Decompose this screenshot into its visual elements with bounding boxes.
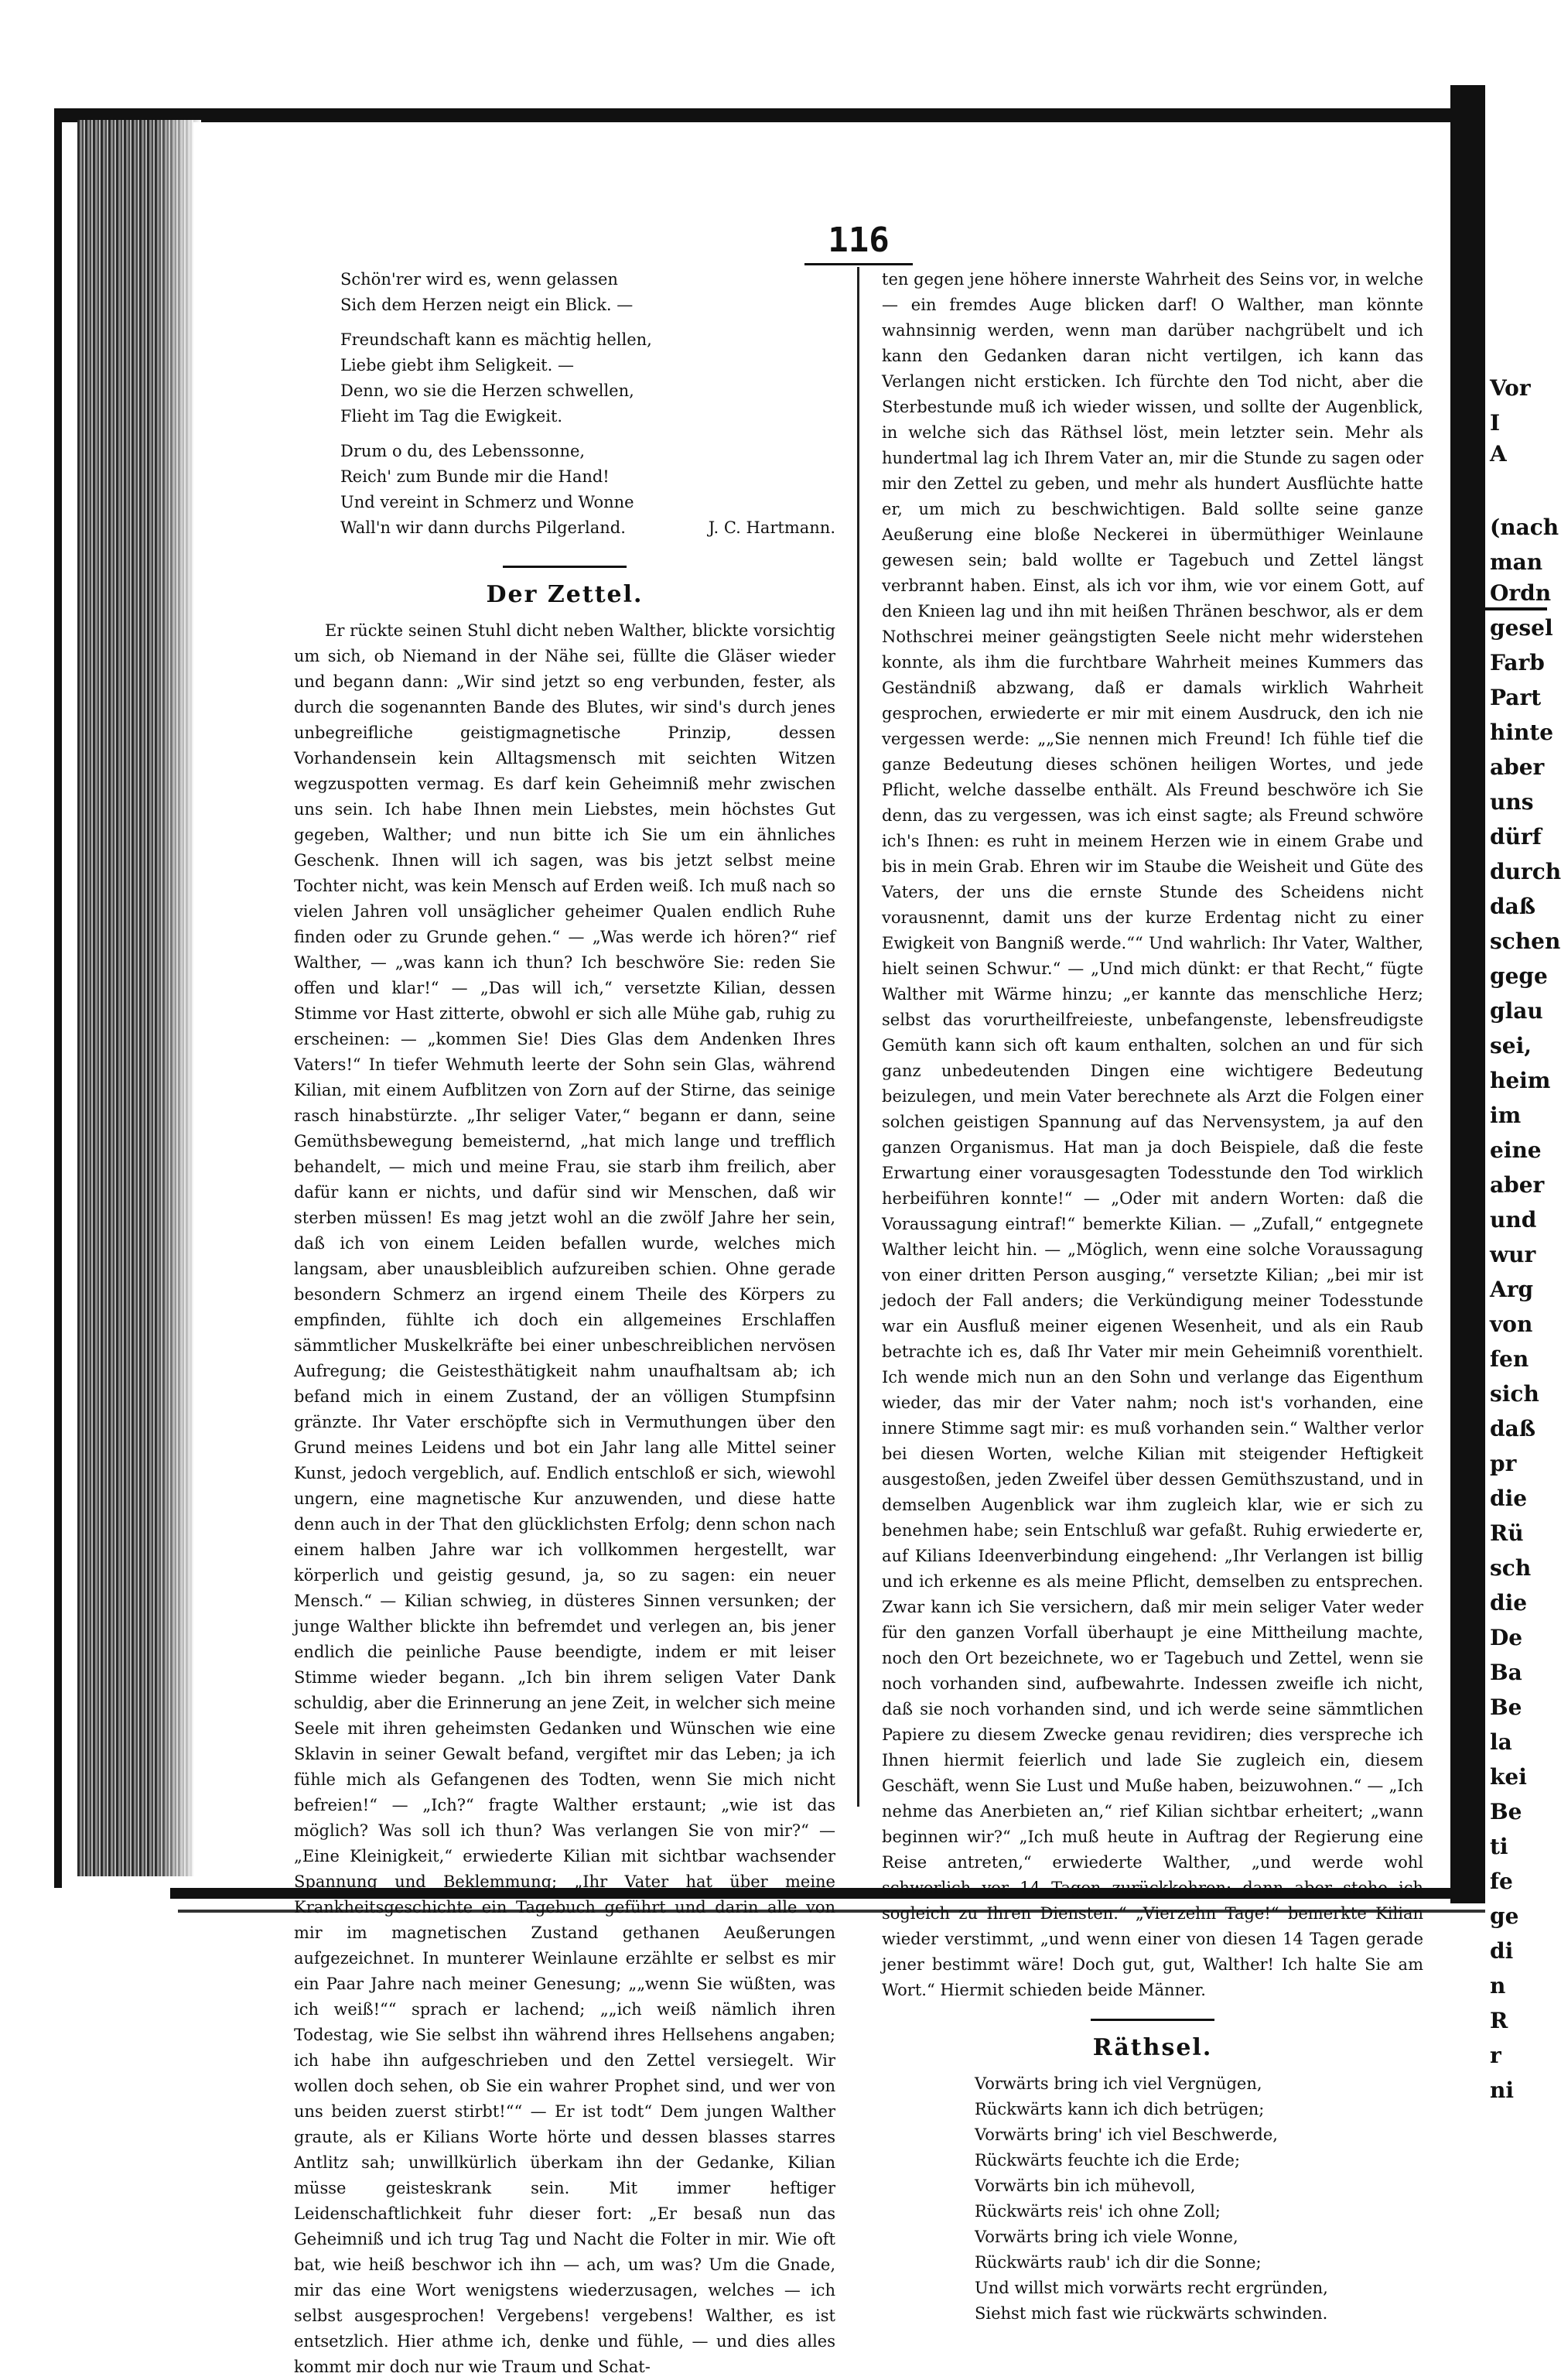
riddle-line: Rückwärts feuchte ich die Erde; [975, 2151, 1241, 2170]
next-page-fragment: im [1490, 1103, 1522, 1128]
next-page-fragment: schen [1490, 928, 1561, 954]
next-page-fragment: wur [1490, 1242, 1536, 1267]
next-page-fragment: pr [1490, 1451, 1517, 1476]
poem-author: J. C. Hartmann. [708, 518, 835, 537]
poem-line: Flieht im Tag die Ewigkeit. [340, 407, 563, 426]
next-page-fragment: man [1490, 549, 1543, 575]
next-page-fragment: hinte [1490, 720, 1554, 745]
next-page-fragment: daß [1490, 894, 1535, 919]
next-page-fragment: gesel [1490, 615, 1553, 641]
next-page-fragment: gege [1490, 963, 1548, 989]
next-page-fragment: sch [1490, 1555, 1532, 1581]
right-column [882, 267, 1423, 2327]
next-page-fragment: aber [1490, 754, 1545, 780]
poem-stanza-3 [340, 439, 835, 541]
next-page-fragment: eine [1490, 1137, 1542, 1163]
next-page-fragment: Be [1490, 1694, 1522, 1720]
riddle-title: Räthsel. [1092, 2034, 1213, 2061]
next-page-fragment: Part [1490, 685, 1542, 710]
scan-shadow-left [54, 108, 62, 1888]
next-page-fragment: die [1490, 1486, 1528, 1511]
next-page-fragment: ni [1490, 2077, 1514, 2103]
riddle-line: Und willst mich vorwärts recht ergründen, [975, 2279, 1328, 2297]
next-page-fragment: Vor [1490, 375, 1531, 401]
poem-line: Drum o du, des Lebenssonne, [340, 442, 586, 460]
next-page-fragment: la [1490, 1729, 1512, 1755]
left-column [294, 267, 835, 2380]
next-page-fragment: uns [1490, 789, 1534, 815]
poem-line: Reich' zum Bunde mir die Hand! [340, 467, 610, 486]
next-page-fragment: daß [1490, 1416, 1535, 1441]
next-page-fragment: A [1490, 441, 1507, 467]
poem-stanza-1 [340, 267, 835, 318]
next-page-fragment: aber [1490, 1172, 1545, 1198]
next-page-fragment: n [1490, 1973, 1506, 1999]
next-page-fragment: Farb [1490, 650, 1545, 675]
poem [340, 267, 835, 541]
next-page-fragment: fe [1490, 1869, 1513, 1894]
next-page-fragment: Ordn [1490, 580, 1552, 606]
next-page-fragment: kei [1490, 1764, 1527, 1790]
next-page-fragment: ti [1490, 1834, 1508, 1859]
next-page-fragment: R [1490, 2008, 1508, 2033]
book-gutter-fade [155, 120, 201, 1876]
poem-line: Schön'rer wird es, wenn gelassen [340, 270, 618, 289]
poem-line: Freundschaft kann es mächtig hellen, [340, 330, 652, 349]
section-rule [1091, 2019, 1214, 2021]
next-page-fragment: Be [1490, 1799, 1522, 1824]
next-page-fragment: glau [1490, 998, 1543, 1024]
next-page-fragment: die [1490, 1590, 1528, 1616]
next-page-fragment: I [1490, 410, 1501, 436]
next-page-fragment: di [1490, 1938, 1514, 1964]
next-page-fragment: Arg [1490, 1277, 1534, 1302]
page-number-rule [804, 263, 913, 265]
next-page-fragment: heim [1490, 1068, 1551, 1093]
next-page-fragment: dürf [1490, 824, 1542, 850]
riddle-line: Vorwärts bring ich viele Wonne, [975, 2228, 1238, 2246]
page-number: 116 [828, 221, 890, 260]
poem-line: Und vereint in Schmerz und Wonne [340, 493, 634, 511]
story-title: Der Zettel. [486, 581, 644, 608]
next-page-fragment: sei, [1490, 1033, 1532, 1058]
riddle-line: Rückwärts kann ich dich betrügen; [975, 2100, 1265, 2118]
poem-line: Liebe giebt ihm Seligkeit. — [340, 356, 574, 374]
next-page-fragment: sich [1490, 1381, 1539, 1407]
next-page-fragment: Ba [1490, 1660, 1522, 1685]
next-page-fragment: von [1490, 1311, 1533, 1337]
scan-shadow-right [1450, 85, 1485, 1903]
section-rule [503, 566, 627, 568]
riddle-line: Rückwärts reis' ich ohne Zoll; [975, 2202, 1221, 2221]
riddle-line: Siehst mich fast wie rückwärts schwinden. [975, 2304, 1328, 2323]
next-page-fragment: fen [1490, 1346, 1529, 1372]
next-page-fragment: ge [1490, 1903, 1519, 1929]
column-divider [857, 267, 859, 1807]
next-page-fragment: (nach [1490, 515, 1559, 540]
poem-line: Sich dem Herzen neigt ein Blick. — [340, 296, 634, 314]
poem-line: Denn, wo sie die Herzen schwellen, [340, 381, 634, 400]
next-page-fragment: und [1490, 1207, 1537, 1233]
riddle [975, 2071, 1423, 2327]
poem-line: Wall'n wir dann durchs Pilgerland. [340, 518, 626, 537]
story-text-right: ten gegen jene höhere innerste Wahrheit des Seins vor, in welche — ein fremdes Auge blicken darf! O Walther, man könnte wahnsinnig werden, wenn man darüber nachgrübelt und ich kann den Gedanken daran nicht vertilgen, ich kann das Verlangen nicht ersticken. Ich fürchte den Tod nicht, aber die Sterbestunde muß ich wieder wissen, und sollte der Augenblick, in welche sich das Räthsel löst, mein letzter sein. Mehr als hundertmal lag ich Ihrem Vater an, mir die Stunde zu sagen oder mir den Zettel zu geben, und mehr als hundert Ausflüchte hatte er, um mich zu beschwichtigen. Bald sollte seine ganze Aeußerung eine bloße Neckerei in übermüthiger Weinlaune gewesen sein; bald wollte er Tagebuch und Zettel längst verbrannt haben. Einst, als ich vor ihm, wie vor einem Gott, auf den Knieen lag und ihn mit heißen Thränen beschwor, als er dem Nothschrei meiner geängstigten Seele nicht mehr widerstehen konnte, als ihm die furchtbare Wahrheit meines Kummers das Geständniß abzwang, daß er damals wirklich Wahrheit gesprochen, erwiederte er mir mit einem Ausdruck, den ich nie vergessen werde: „„Sie nennen mich Freund! Ich fühle tief die ganze Bedeutung dieses schönen heiligen Wortes, und jede Pflicht, welche dasselbe enthält. Als Freund beschwöre ich Sie denn, das zu vergessen, was ich einst sagte; als Freund schwöre ich's Ihnen: es ruht in meinem Herzen wie in einem Grabe und bis in mein Grab. Ehren wir im Staube die Weisheit und Güte des Vaters, der uns die ernste Stunde des Scheidens nicht vorausnennt, damit uns der kurze Erdentag nicht zu einer Ewigkeit von Bangniß werde.““ Und wahrlich: Ihr Vater, Walther, hielt seinen Schwur.“ — „Und mich dünkt: er that Recht,“ fügte Walther mit Wärme hinzu; „er kannte das menschliche Herz; selbst das vorurtheilfreieste, unbefangenste, lebensfreudigste Gemüth kann sich oft kaum enthalten, solchen an und für sich ganz unbedeutenden Dingen eine wichtigere Bedeutung beizulegen, und mein Vater berechnete als Arzt die Folgen einer solchen geistigen Spannung auf das Nervensystem, ja auf den ganzen Organismus. Hat man ja doch Beispiele, daß die feste Erwartung einer vorausgesagten Todesstunde den Tod wirklich herbeiführen konnte!“ — „Oder mit andern Worten: daß die Voraussagung eintraf!“ bemerkte Kilian. — „Zufall,“ entgegnete Walther leicht hin. — „Möglich, wenn eine solche Voraussagung von einer dritten Person ausging,“ versetzte Kilian; „bei mir ist jedoch der Fall anders; die Verkündigung meiner Todesstunde war ein Ausfluß meiner eigenen Wesenheit, und als ein Raub betrachte ich es, daß Ihr Vater mir mein Geheimniß vorenthielt. Ich wende mich nun an den Sohn und verlange das Eigenthum wieder, das mir der Vater nahm; noch ist's vorhanden, eine innere Stimme sagt mir: es muß vorhanden sein.“ Walther verlor bei diesen Worten, welche Kilian mit steigender Heftigkeit ausgestoßen, jeden Zweifel über dessen Gemüthszustand, und in demselben Augenblick war ihm zugleich klar, wie er sich zu benehmen habe; sein Entschluß war gefaßt. Ruhig erwiederte er, auf Kilians Ideenverbindung eingehend: „Ihr Verlangen ist billig und ich erkenne es als meine Pflicht, demselben zu entsprechen. Zwar kann ich Sie versichern, daß mir mein seliger Vater weder für den ganzen Vorfall überhaupt je eine Mittheilung machte, noch den Ort bezeichnete, wo er Tagebuch und Zettel, wenn sie noch vorhanden sind, aufbewahrte. Indessen zweifle ich nicht, daß sie noch vorhanden sind, und ich werde seine sämmtlichen Papiere zu diesem Zwecke genau revidiren; dies versprechе ich Ihnen hiermit feierlich und lade Sie zugleich ein, diesem Geschäft, wenn Sie Lust und Muße haben, beizuwohnen.“ — „Ich nehme das Anerbieten an,“ rief Kilian sichtbar erheitert; „wann beginnen wir?“ „Ich muß heute in Auftrag der Regierung eine Reise antreten,“ erwiederte Walther, „und werde wohl schwerlich vor 14 Tagen zurückkehren; dann aber stehe ich sogleich zu Ihren Diensten.“ „Vierzehn Tage!“ bemerkte Kilian wieder verstimmt, „und wenn einer von diesen 14 Tagen gerade jener bestimmt wäre! Doch gut, gut, Walther! Ich halte Sie am Wort.“ Hiermit schieden beide Männer. [882, 270, 1423, 1999]
riddle-line: Vorwärts bin ich mühevoll, [975, 2177, 1196, 2195]
scan-shadow-top [54, 108, 1477, 122]
next-page-fragment: De [1490, 1625, 1523, 1650]
next-page-fragment: Rü [1490, 1520, 1524, 1546]
riddle-line: Rückwärts raub' ich dir die Sonne; [975, 2253, 1262, 2272]
poem-stanza-2 [340, 327, 835, 429]
next-page-edge [1485, 85, 1561, 2103]
next-page-fragment: durch [1490, 859, 1561, 884]
story-text-left: Er rückte seinen Stuhl dicht neben Walther, blickte vorsichtig um sich, ob Niemand in der Nähe sei, füllte die Gläser wieder und begann dann: „Wir sind jetzt so eng verbunden, fester, als durch die sogenannten Bande des Blutes, wir sind's durch jenes unbegreifliche geistigmagnetische Prinzip, dessen Vorhandensein kein Alltagsmensch mit seichten Witzen wegzuspotten vermag. Es darf kein Geheimniß mehr zwischen uns sein. Ich habe Ihnen mein Liebstes, mein höchstes Gut gegeben, Walther; und nun bitte ich Sie um ein ähnliches Geschenk. Ihnen will ich sagen, was bis jetzt selbst meine Tochter nicht, was kein Mensch auf Erden weiß. Ich muß nach so vielen Jahren voll unsäglicher geheimer Qualen endlich Ruhe finden oder zu Grunde gehen.“ — „Was werde ich hören?“ rief Walther, — „was kann ich thun? Ich beschwöre Sie: reden Sie offen und klar!“ — „Das will ich,“ versetzte Kilian, dessen Stimme vor Hast zitterte, obwohl er sich alle Mühe gab, ruhig zu erscheinen: — „kommen Sie! Dies Glas dem Andenken Ihres Vaters!“ In tiefer Wehmuth leerte der Sohn sein Glas, während Kilian, mit einem Aufblitzen von Zorn auf der Stirne, das seinige rasch hinabstürzte. „Ihr seliger Vater,“ begann er dann, seine Gemüthsbewegung bemeisternd, „hat mich lange und trefflich behandelt, — mich und meine Frau, sie starb ihm freilich, aber dafür kann er nichts, und dafür sind wir Menschen, daß wir sterben müssen! Es mag jetzt wohl an die zwölf Jahre her sein, daß ich von einem Leiden befallen wurde, welches mich langsam, aber unausbleiblich aufzureiben schien. Ohne gerade besondern Schmerz an irgend einem Theile des Körpers zu empfinden, fühlte ich doch ein allgemeines Erschlaffen sämmtlicher Muskelkräfte bei einer unbeschreiblichen nervösen Aufregung; die Geistesthätigkeit nahm unaufhaltsam ab; ich befand mich in einem Zustand, der an völligen Stumpfsinn gränzte. Ihr Vater erschöpfte sich in Vermuthungen über den Grund meines Leidens und bot ein Jahr lang alle Mittel seiner Kunst, jedoch vergeblich, auf. Endlich entschloß er sich, wiewohl ungern, eine magnetische Kur anzuwenden, und diese hatte denn auch in der That den glücklichsten Erfolg; denn schon nach einem halben Jahre war ich vollkommen hergestellt, war körperlich und geistig gesund, ja, so zu sagen: ein neuer Mensch.“ — Kilian schwieg, in düsteres Sinnen versunken; der junge Walther blickte ihn befremdet und verlegen an, bis jener endlich die peinliche Pause beendigte, indem er mit leiser Stimme wieder begann. „Ich bin ihrem seligen Vater Dank schuldig, aber die Erinnerung an jene Zeit, in welcher sich meine Seele mit ihren geheimsten Gedanken und Wünschen wie eine Sklavin in seiner Gewalt befand, vergiftet mir das Leben; ja ich fühle mich als Gefangenen des Todten, wenn Sie mich nicht befreien!“ — „Ich?“ fragte Walther erstaunt; „wie ist das möglich? Was soll ich thun? Was verlangen Sie von mir?“ — „Eine Kleinigkeit,“ erwiederte Kilian mit sichtbar wachsender Spannung und Beklemmung; „Ihr Vater hat über meine Krankheitsgeschichte ein Tagebuch geführt und darin alle von mir im magnetischen Zustand gethanen Aeußerungen aufgezeichnet. In munterer Weinlaune erzählte er selbst es mir ein Paar Jahre nach meiner Genesung; „„wenn Sie wüßten, was ich weiß!““ sprach er lachend; „„ich weiß nämlich ihren Todestag, wie Sie selbst ihn während ihres Hellsehens angaben; ich habe ihn aufgeschrieben und den Zettel versiegelt. Wir wollen doch sehen, ob Sie ein wahrer Prophet sind, und wer von uns beiden zuerst stirbt!““ — Er ist todt“ Dem jungen Walther graute, als er Kilians Worte hörte und dessen blasses starres Antlitz sah; unwillkürlich überkam ihn der Gedanke, Kilian müsse geisteskrank sein. Mit immer heftiger Leidenschaftlichkeit fuhr dieser fort: „Er besaß nun das Geheimniß und ich trug Tag und Nacht die Folter in mir. Wie oft bat, wie heiß beschwor ich ihn — ach, um was? Um die Gnade, mir das eine Wort wenigstens wiederzusagen, welches — ich selbst ausgesprochen! Vergebens! vergebens! Walther, es ist entsetzlich. Hier athme ich, denke und fühle, — und dies alles kommt mir doch nur wie Traum und Schat- [294, 621, 835, 2376]
poem-line-last [340, 515, 835, 541]
next-page-fragment: r [1490, 2043, 1501, 2068]
riddle-line: Vorwärts bring' ich viel Beschwerde, [975, 2125, 1278, 2144]
riddle-line: Vorwärts bring ich viel Vergnügen, [975, 2074, 1262, 2093]
